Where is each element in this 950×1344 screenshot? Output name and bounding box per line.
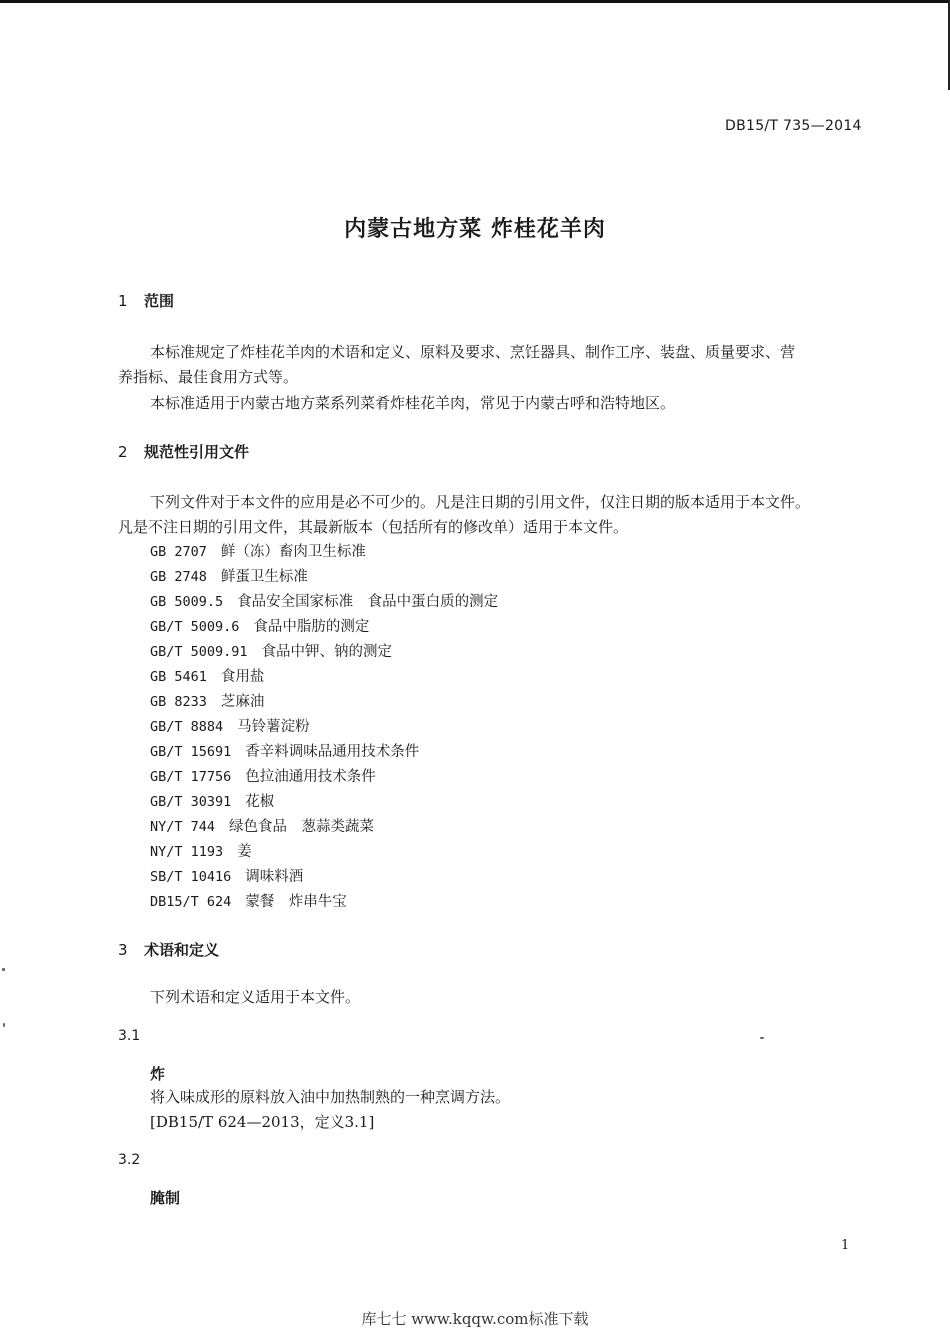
- reference-name: 食品中钾、钠的测定: [261, 644, 393, 660]
- reference-name: 芝麻油: [220, 694, 265, 710]
- reference-item: [150, 540, 366, 561]
- term-number: 3.1: [118, 1028, 141, 1044]
- reference-item: [150, 665, 264, 686]
- section-1-heading: [118, 290, 174, 311]
- reference-item: [150, 690, 264, 711]
- scan-speck: [2, 968, 5, 971]
- paragraph-line: 养指标、最佳食用方式等。: [118, 368, 299, 386]
- reference-code: GB 2748: [150, 569, 207, 585]
- reference-code: GB 8233: [150, 694, 207, 710]
- reference-code: NY/T 744: [150, 819, 216, 835]
- section-title: 范围: [144, 292, 175, 310]
- reference-item: [150, 565, 308, 586]
- scan-border-top: [0, 0, 950, 3]
- reference-name: 花椒: [245, 794, 275, 810]
- reference-code: GB 2707: [150, 544, 207, 560]
- reference-name: 食品安全国家标准 食品中蛋白质的测定: [237, 594, 499, 610]
- scan-speck: [3, 1023, 5, 1027]
- reference-name: 色拉油通用技术条件: [245, 769, 376, 785]
- section-number: 1: [118, 292, 128, 310]
- section-2-heading: [118, 441, 249, 462]
- reference-code: SB/T 10416: [150, 869, 232, 885]
- reference-name: 姜: [237, 844, 252, 860]
- reference-item: [150, 740, 419, 761]
- term-number: 3.2: [118, 1152, 141, 1168]
- reference-item: [150, 615, 369, 636]
- reference-item: [150, 715, 310, 736]
- reference-code: DB15/T 624: [150, 894, 232, 910]
- section-number: 2: [118, 443, 128, 461]
- document-code: DB15/T 735—2014: [725, 118, 862, 134]
- reference-item: [150, 640, 392, 661]
- term-name: 炸: [150, 1065, 166, 1083]
- section-title: 术语和定义: [144, 941, 220, 959]
- reference-item: [150, 840, 252, 861]
- page-number: 1: [841, 1238, 850, 1253]
- paragraph-line: 本标准规定了炸桂花羊肉的术语和定义、原料及要求、烹饪器具、制作工序、装盘、质量要求、营: [150, 343, 796, 361]
- reference-name: 绿色食品 葱蒜类蔬菜: [229, 819, 375, 835]
- reference-item: [150, 790, 274, 811]
- footer-watermark: 库七七 www.kqqw.com标准下载: [361, 1310, 589, 1328]
- paragraph-line: 下列文件对于本文件的应用是必不可少的。凡是注日期的引用文件，仅注日期的版本适用于本文件。: [150, 493, 811, 511]
- reference-code: GB/T 5009.91: [150, 644, 248, 660]
- paragraph-line: 本标准适用于内蒙古地方菜系列菜肴炸桂花羊肉，常见于内蒙古呼和浩特地区。: [150, 394, 676, 412]
- paragraph-line: 凡是不注日期的引用文件，其最新版本（包括所有的修改单）适用于本文件。: [118, 518, 629, 536]
- reference-name: 香辛料调味品通用技术条件: [245, 744, 420, 760]
- reference-code: GB/T 17756: [150, 769, 232, 785]
- term-name: 腌制: [150, 1189, 181, 1207]
- section-title: 规范性引用文件: [144, 443, 250, 461]
- reference-code: GB/T 5009.6: [150, 619, 240, 635]
- reference-name: 食用盐: [220, 669, 265, 685]
- reference-item: [150, 815, 374, 836]
- reference-code: GB/T 15691: [150, 744, 232, 760]
- reference-item: [150, 865, 303, 886]
- reference-code: GB/T 8884: [150, 719, 224, 735]
- reference-name: 鲜蛋卫生标准: [220, 569, 308, 585]
- reference-item: [150, 890, 347, 911]
- reference-name: 调味料酒: [245, 869, 304, 885]
- reference-code: GB/T 30391: [150, 794, 232, 810]
- reference-item: [150, 590, 498, 611]
- reference-name: 蒙餐 炸串牛宝: [245, 894, 347, 910]
- section-3-heading: [118, 939, 219, 960]
- scan-speck: [760, 1037, 764, 1039]
- reference-code: GB 5461: [150, 669, 207, 685]
- reference-code: NY/T 1193: [150, 844, 224, 860]
- section-number: 3: [118, 941, 128, 959]
- paragraph-line: 下列术语和定义适用于本文件。: [150, 988, 361, 1006]
- reference-name: 鲜（冻）畜肉卫生标准: [220, 544, 366, 560]
- term-source: [DB15/T 624—2013，定义3.1]: [150, 1113, 375, 1131]
- reference-name: 食品中脂肪的测定: [253, 619, 370, 635]
- reference-name: 马铃薯淀粉: [237, 719, 310, 735]
- reference-code: GB 5009.5: [150, 594, 224, 610]
- document-title: 内蒙古地方菜 炸桂花羊肉: [344, 217, 606, 242]
- term-definition: 将入味成形的原料放入油中加热制熟的一种烹调方法。: [150, 1088, 511, 1106]
- reference-item: [150, 765, 376, 786]
